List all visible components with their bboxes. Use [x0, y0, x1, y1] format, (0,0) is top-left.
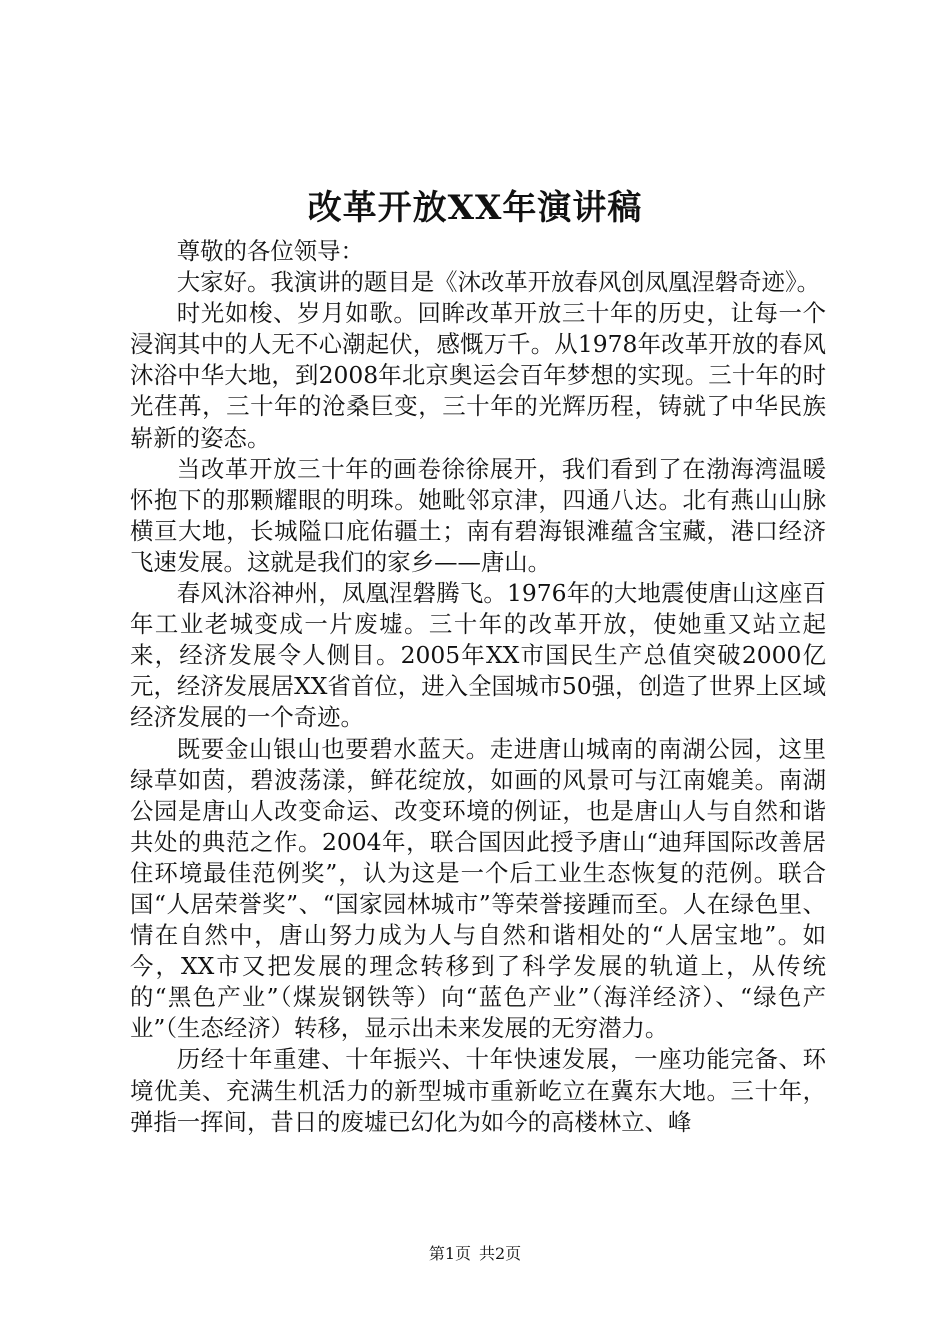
paragraph-hometown: 当改革开放三十年的画卷徐徐展开，我们看到了在渤海湾温暖怀抱下的那颗耀眼的明珠。她毗邻京津，四通八达。北有燕山山脉横亘大地，长城隘口庇佑疆土；南有碧海银滩蕴含宝藏，港口经济飞速发展。这就是我们的家乡——唐山。 — [130, 454, 826, 576]
paragraph-environment: 既要金山银山也要碧水蓝天。走进唐山城南的南湖公园，这里绿草如茵，碧波荡漾，鲜花绽放，如画的风景可与江南媲美。南湖公园是唐山人改变命运、改变环境的例证，也是唐山人与自然和谐共处的典范之作。2004年，联合国因此授予唐山“迪拜国际改善居住环境最佳范例奖”，认为这是一个后工业生态恢复的范例。联合国“人居荣誉奖”、“国家园林城市”等荣誉接踵而至。人在绿色里、情在自然中，唐山努力成为人与自然和谐相处的“人居宝地”。如今，XX市又把发展的理念转移到了科学发展的轨道上，从传统的“黑色产业”（煤炭钢铁等）向“蓝色产业”（海洋经济）、“绿色产业”（生态经济）转移，显示出未来发展的无穷潜力。 — [130, 734, 826, 1043]
page-number: 第1页 — [428, 1244, 471, 1263]
paragraph-greeting: 大家好。我演讲的题目是《沐改革开放春风创凤凰涅磐奇迹》。 — [176, 268, 821, 297]
paragraph-rebirth: 春风沐浴神州，凤凰涅磐腾飞。1976年的大地震使唐山这座百年工业老城变成一片废墟。三十年的改革开放，使她重又站立起来，经济发展令人侧目。2005年XX市国民生产总值突破2000亿元，经济发展居XX省首位，进入全国城市50强，创造了世界上区域经济发展的一个奇迹。 — [130, 579, 826, 732]
document-body — [130, 236, 826, 1138]
page-total: 共2页 — [479, 1244, 522, 1263]
page-footer — [0, 1242, 950, 1266]
paragraph-history: 时光如梭、岁月如歌。回眸改革开放三十年的历史，让每一个浸润其中的人无不心潮起伏，感慨万千。从1978年改革开放的春风沐浴中华大地，到2008年北京奥运会百年梦想的实现。三十年的时光荏苒，三十年的沧桑巨变，三十年的光辉历程，铸就了中华民族崭新的姿态。 — [130, 299, 826, 452]
document-title: 改革开放XX年演讲稿 — [307, 188, 643, 228]
paragraph-salutation: 尊敬的各位领导： — [176, 237, 364, 265]
paragraph-development: 历经十年重建、十年振兴、十年快速发展，一座功能完备、环境优美、充满生机活力的新型城市重新屹立在冀东大地。三十年，弹指一挥间，昔日的废墟已幻化为如今的高楼林立、峰 — [130, 1045, 826, 1136]
